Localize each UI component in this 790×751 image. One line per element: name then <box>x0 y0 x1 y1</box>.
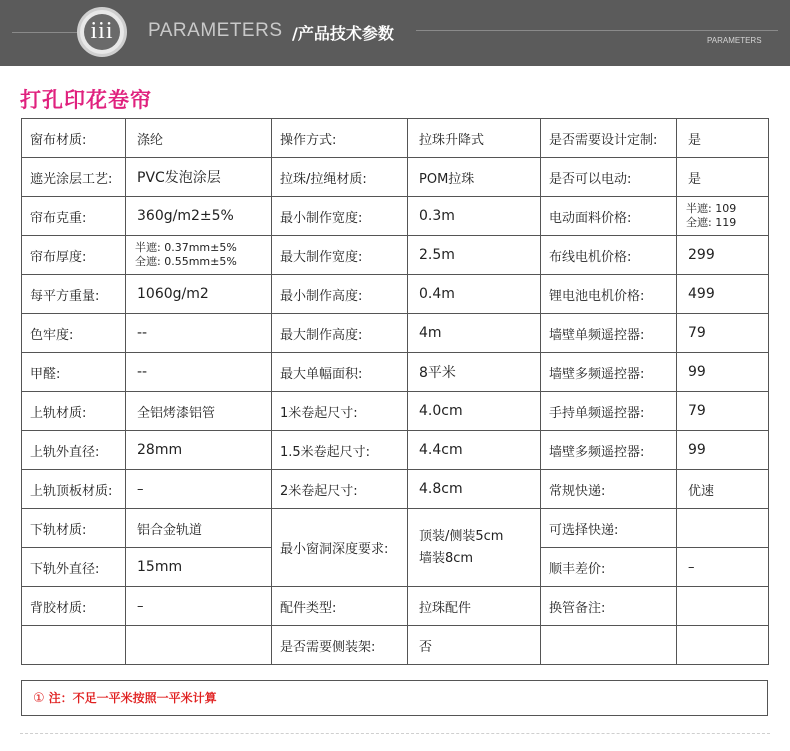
table-row <box>22 197 769 236</box>
product-title: 打孔印花卷帘 <box>20 88 152 112</box>
param-value: -- <box>126 353 272 392</box>
param-label: 下轨材质: <box>22 509 126 548</box>
param-label: 最大制作高度: <box>272 314 408 353</box>
param-label: 每平方重量: <box>22 275 126 314</box>
param-label: 拉珠/拉绳材质: <box>272 158 408 197</box>
divider-right <box>416 30 778 31</box>
param-label: 操作方式: <box>272 119 408 158</box>
param-label <box>541 626 677 665</box>
param-value: – <box>126 470 272 509</box>
param-value: PVC发泡涂层 <box>126 158 272 197</box>
table-row <box>22 470 769 509</box>
header-title-cn: /产品技术参数 <box>292 24 394 43</box>
param-value: – <box>677 548 769 587</box>
param-value: 79 <box>677 314 769 353</box>
param-value <box>126 626 272 665</box>
value-line: 半遮: 0.37mm±5% <box>135 241 237 254</box>
param-label <box>22 626 126 665</box>
footnote-mark: ① <box>33 691 45 706</box>
value-line: 全遮: 0.55mm±5% <box>135 255 237 268</box>
param-value <box>677 587 769 626</box>
param-value: 全铝烤漆铝管 <box>126 392 272 431</box>
param-label: 最大单幅面积: <box>272 353 408 392</box>
param-value: 299 <box>677 236 769 275</box>
param-label: 最小窗洞深度要求: <box>272 509 408 587</box>
param-label: 是否需要侧装架: <box>272 626 408 665</box>
param-label: 帘布克重: <box>22 197 126 236</box>
param-value: 0.3m <box>408 197 541 236</box>
param-value: 4m <box>408 314 541 353</box>
param-label: 顺丰差价: <box>541 548 677 587</box>
param-value: 8平米 <box>408 353 541 392</box>
section-badge <box>77 7 127 57</box>
param-label: 上轨顶板材质: <box>22 470 126 509</box>
param-label: 色牢度: <box>22 314 126 353</box>
value-line: 全遮: 119 <box>686 216 737 229</box>
header-banner <box>0 0 790 66</box>
param-label: 窗布材质: <box>22 119 126 158</box>
param-label: 是否需要设计定制: <box>541 119 677 158</box>
header-subtitle: PARAMETERS <box>707 36 762 45</box>
table-row <box>22 509 769 548</box>
table-row <box>22 392 769 431</box>
param-value <box>126 236 272 275</box>
header-title-en: PARAMETERS <box>148 20 283 41</box>
param-label: 是否可以电动: <box>541 158 677 197</box>
param-label: 甲醛: <box>22 353 126 392</box>
table-row <box>22 431 769 470</box>
param-value: 拉珠升降式 <box>408 119 541 158</box>
table-row <box>22 158 769 197</box>
param-value: 是 <box>677 158 769 197</box>
param-label: 帘布厚度: <box>22 236 126 275</box>
table-row <box>22 119 769 158</box>
param-label: 1米卷起尺寸: <box>272 392 408 431</box>
table-row <box>22 314 769 353</box>
param-value: 79 <box>677 392 769 431</box>
param-label: 配件类型: <box>272 587 408 626</box>
param-value: 99 <box>677 431 769 470</box>
table-row <box>22 353 769 392</box>
param-value: 0.4m <box>408 275 541 314</box>
footnote <box>21 680 768 716</box>
table-row <box>22 275 769 314</box>
divider-left <box>12 32 78 33</box>
param-value <box>677 197 769 236</box>
param-value <box>677 509 769 548</box>
param-value <box>408 509 541 587</box>
param-label: 可选择快递: <box>541 509 677 548</box>
param-value: 4.0cm <box>408 392 541 431</box>
param-value: 4.4cm <box>408 431 541 470</box>
param-label: 最小制作高度: <box>272 275 408 314</box>
param-value: 1060g/m2 <box>126 275 272 314</box>
value-line: 顶装/侧装5cm <box>419 528 504 544</box>
param-value: 4.8cm <box>408 470 541 509</box>
param-label: 遮光涂层工艺: <box>22 158 126 197</box>
param-label: 换管备注: <box>541 587 677 626</box>
param-value: 499 <box>677 275 769 314</box>
value-line: 半遮: 109 <box>686 202 737 215</box>
param-label: 最大制作宽度: <box>272 236 408 275</box>
param-value: 优速 <box>677 470 769 509</box>
param-value <box>677 626 769 665</box>
param-label: 手持单频遥控器: <box>541 392 677 431</box>
param-label: 下轨外直径: <box>22 548 126 587</box>
param-label: 背胶材质: <box>22 587 126 626</box>
param-label: 墙壁单频遥控器: <box>541 314 677 353</box>
badge-label: iii <box>84 14 120 50</box>
param-value: – <box>126 587 272 626</box>
footnote-text: 注：不足一平米按照一平米计算 <box>48 691 217 705</box>
table-row <box>22 626 769 665</box>
param-value: 是 <box>677 119 769 158</box>
param-label: 常规快递: <box>541 470 677 509</box>
param-label: 上轨材质: <box>22 392 126 431</box>
param-label: 锂电池电机价格: <box>541 275 677 314</box>
table-row <box>22 236 769 275</box>
param-label: 电动面料价格: <box>541 197 677 236</box>
param-label: 2米卷起尺寸: <box>272 470 408 509</box>
param-label: 1.5米卷起尺寸: <box>272 431 408 470</box>
param-label: 最小制作宽度: <box>272 197 408 236</box>
param-label: 墙壁多频遥控器: <box>541 431 677 470</box>
parameters-table <box>21 118 769 665</box>
param-value: -- <box>126 314 272 353</box>
param-value: 28mm <box>126 431 272 470</box>
param-value: 否 <box>408 626 541 665</box>
param-label: 布线电机价格: <box>541 236 677 275</box>
param-label: 上轨外直径: <box>22 431 126 470</box>
param-value: 99 <box>677 353 769 392</box>
param-value: POM拉珠 <box>408 158 541 197</box>
param-value: 拉珠配件 <box>408 587 541 626</box>
param-value: 涤纶 <box>126 119 272 158</box>
table-row <box>22 587 769 626</box>
param-value: 2.5m <box>408 236 541 275</box>
param-value: 15mm <box>126 548 272 587</box>
bottom-divider <box>20 733 770 734</box>
param-value: 铝合金轨道 <box>126 509 272 548</box>
param-label: 墙壁多频遥控器: <box>541 353 677 392</box>
value-line: 墙装8cm <box>419 550 474 566</box>
param-value: 360g/m2±5% <box>126 197 272 236</box>
